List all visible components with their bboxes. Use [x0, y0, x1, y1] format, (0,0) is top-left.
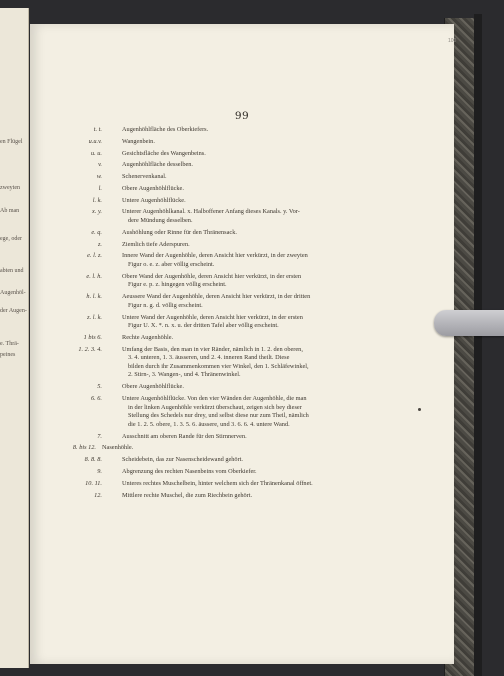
legend-key: v. [98, 161, 102, 169]
legend-description [122, 138, 384, 147]
legend-key: e. q. [91, 228, 102, 236]
legend-description [102, 444, 384, 453]
description-line: Ziemlich tiefe Aderspuren. [122, 240, 190, 248]
legend-key: x. y. [92, 208, 102, 216]
description-line: Umfang der Basis, den man in vier Ränder, nämlich in 1. 2. den oberen, [122, 345, 303, 353]
description-line: Figur o. e. z. aber völlig erscheint. [128, 261, 215, 268]
legend-key: 1. 2. 3. 4. [78, 345, 102, 353]
description-line: Aushöhlung oder Rinne für den Thränensack. [122, 228, 237, 236]
legend-key: w. [96, 173, 102, 181]
description-line: Nasenhöhle. [102, 444, 134, 452]
legend-entry [30, 161, 454, 170]
legend-key: z. [97, 240, 102, 248]
left-page-fragment: Augenhöl- [0, 290, 26, 296]
legend-entry [30, 252, 454, 269]
legend-description [122, 185, 384, 194]
legend-entry [30, 229, 454, 238]
description-line: Unteres rechtes Muschelbein, hinter welchem sich der Thränenkanal öffnet. [122, 479, 313, 487]
description-line: Untere Wand der Augenhöhle, deren Ansicht hier verkürzt, in der ersten [122, 313, 303, 321]
description-line: Innere Wand der Augenhöhle, deren Ansicht hier verkürzt, in der zweyten [122, 252, 308, 260]
legend-key: 8. 8. 8. [84, 456, 102, 464]
legend-key: h. l. k. [86, 293, 102, 301]
legend-key: l. [98, 184, 102, 192]
description-line: Aeussere Wand der Augenhöhle, deren Ansicht hier verkürzt, in der dritten [122, 293, 311, 301]
paper-speck [418, 408, 421, 411]
legend-description [122, 150, 384, 159]
legend-description [122, 208, 384, 225]
legend-entry [30, 293, 454, 310]
legend-entry [30, 138, 454, 147]
description-line: Untere Augenhöhlflücke. Von den vier Wänden der Augenhöhle, die man [122, 395, 307, 403]
description-line: Unterer Augenhöhlkanal. x. Halboffener Anfang dieses Kanals. y. Vor- [122, 208, 300, 216]
legend-entry [30, 150, 454, 159]
legend-entry [30, 185, 454, 194]
legend-entry [30, 346, 454, 380]
legend-entry [30, 197, 454, 206]
description-line: Obere Wand der Augenhöhle, deren Ansicht hier verkürzt, in der ersten [122, 272, 302, 280]
left-page-fragment: ege, oder [0, 236, 22, 242]
book-page [30, 24, 457, 664]
description-line: Ausschnitt am oberen Rande für den Stirnnerven. [122, 432, 247, 440]
left-page-fragment: e. Thrä- [0, 341, 19, 347]
legend-description [122, 252, 384, 269]
description-line: dere Mündung desselben. [128, 217, 193, 225]
legend-description [122, 273, 384, 290]
legend-list [30, 126, 454, 503]
description-line: Obere Augenhöhlflücke. [122, 184, 184, 192]
legend-key: 5. [97, 383, 102, 391]
legend-entry [30, 208, 454, 225]
description-line: Scheidebein, das zur Nasenscheidewand gehört. [122, 456, 243, 464]
description-line: die 1. 2. 5. obere, 1. 3. 5. 6. äussere, und 3. 6. 6. 4. untere Wand. [128, 420, 290, 428]
legend-entry [30, 395, 454, 429]
page-holder-clip [434, 310, 504, 336]
legend-description [122, 456, 384, 465]
legend-description [122, 433, 384, 442]
legend-description [122, 334, 384, 343]
legend-entry [30, 241, 454, 250]
legend-key: e. l. z. [87, 252, 102, 260]
legend-key: 7. [97, 432, 102, 440]
left-page-fragment: en Flügel [0, 139, 23, 145]
legend-description [122, 161, 384, 170]
legend-entry [30, 126, 454, 135]
legend-key: 12. [94, 491, 102, 499]
legend-description [122, 468, 384, 477]
legend-description [122, 395, 384, 429]
legend-key: 1 bis 6. [83, 333, 102, 341]
description-line: Augenhöhlfläche desselben. [122, 161, 193, 169]
legend-entry [30, 444, 454, 453]
legend-key: e. l. h. [86, 272, 102, 280]
page-number: 99 [234, 110, 250, 122]
legend-description [122, 314, 384, 331]
legend-entry [30, 314, 454, 331]
description-line: Figur e. p. z. hingegen völlig erscheint. [128, 281, 227, 289]
legend-key: 8. bis 12. [72, 444, 96, 452]
legend-key: t. t. [93, 126, 102, 133]
legend-description [122, 293, 384, 310]
legend-entry [30, 480, 454, 489]
legend-key: z. l. k. [87, 313, 102, 321]
legend-description [122, 480, 384, 489]
legend-key: l. k. [92, 196, 102, 204]
legend-description [122, 346, 384, 380]
description-line: 2. Stirn-, 3. Wangen-, und 4. Thränenwinkel. [128, 371, 241, 379]
legend-entry [30, 273, 454, 290]
left-page-fragment: der Augen- [0, 308, 27, 314]
legend-description [122, 241, 384, 250]
legend-key: u. u. [90, 149, 102, 157]
description-line: Wangenbein. [122, 137, 155, 145]
legend-entry [30, 468, 454, 477]
description-line: 3. 4. unteren, 1. 3. äusseren, und 2. 4. inneren Rand theilt. Diese [128, 354, 290, 362]
legend-description [122, 173, 384, 182]
legend-description [122, 383, 384, 392]
legend-entry [30, 492, 454, 501]
description-line: in der linken Augenhöhle verkürzt überschaut, zeigen sich bey dieser [128, 403, 302, 411]
description-line: bilden durch ihr Zusammenkommen vier Winkel, den 1. Schläfewinkel, [128, 362, 309, 370]
legend-entry [30, 383, 454, 392]
legend-description [122, 492, 384, 501]
legend-description [122, 126, 384, 135]
legend-key: 9. [97, 467, 102, 475]
description-line: Abgrenzung des rechten Nasenbeins vom Oberkiefer. [122, 467, 257, 475]
previous-page-edge [0, 8, 29, 668]
left-page-fragment: Ab man [0, 208, 20, 214]
description-line: Schenervenkanal. [122, 173, 167, 181]
description-line: Gesichtsfläche des Wangenbeins. [122, 149, 206, 157]
description-line: Rechte Augenhöhle. [122, 333, 174, 341]
legend-entry [30, 173, 454, 182]
pencil-annotation: 100 [448, 38, 457, 44]
legend-key: u.u.v. [88, 137, 102, 145]
left-page-fragment: zweyten [0, 185, 20, 191]
legend-entry [30, 456, 454, 465]
legend-key: 6. 6. [90, 395, 102, 403]
left-page-fragment: peines [0, 352, 16, 358]
left-page-fragment: abten und [0, 268, 24, 274]
legend-description [122, 197, 384, 206]
description-line: Augenhöhlfläche des Oberkiefers. [122, 126, 209, 133]
legend-entry [30, 433, 454, 442]
description-line: Stellung des Schedels nur drey, und selbst diese nur zum Theil, nämlich [128, 412, 309, 420]
legend-key: 10. 11. [85, 479, 102, 487]
description-line: Untere Augenhöhlflücke. [122, 196, 186, 204]
binding-strip [474, 14, 482, 676]
legend-description [122, 229, 384, 238]
description-line: Figur U. X. *. n. x. u. der dritten Tafel aber völlig erscheint. [128, 322, 279, 330]
description-line: Figur n. g. d. völlig erscheint. [128, 301, 203, 309]
legend-entry [30, 334, 454, 343]
description-line: Mittlere rechte Muschel, die zum Riechbein gehört. [122, 491, 253, 499]
description-line: Obere Augenhöhlflücke. [122, 383, 184, 391]
